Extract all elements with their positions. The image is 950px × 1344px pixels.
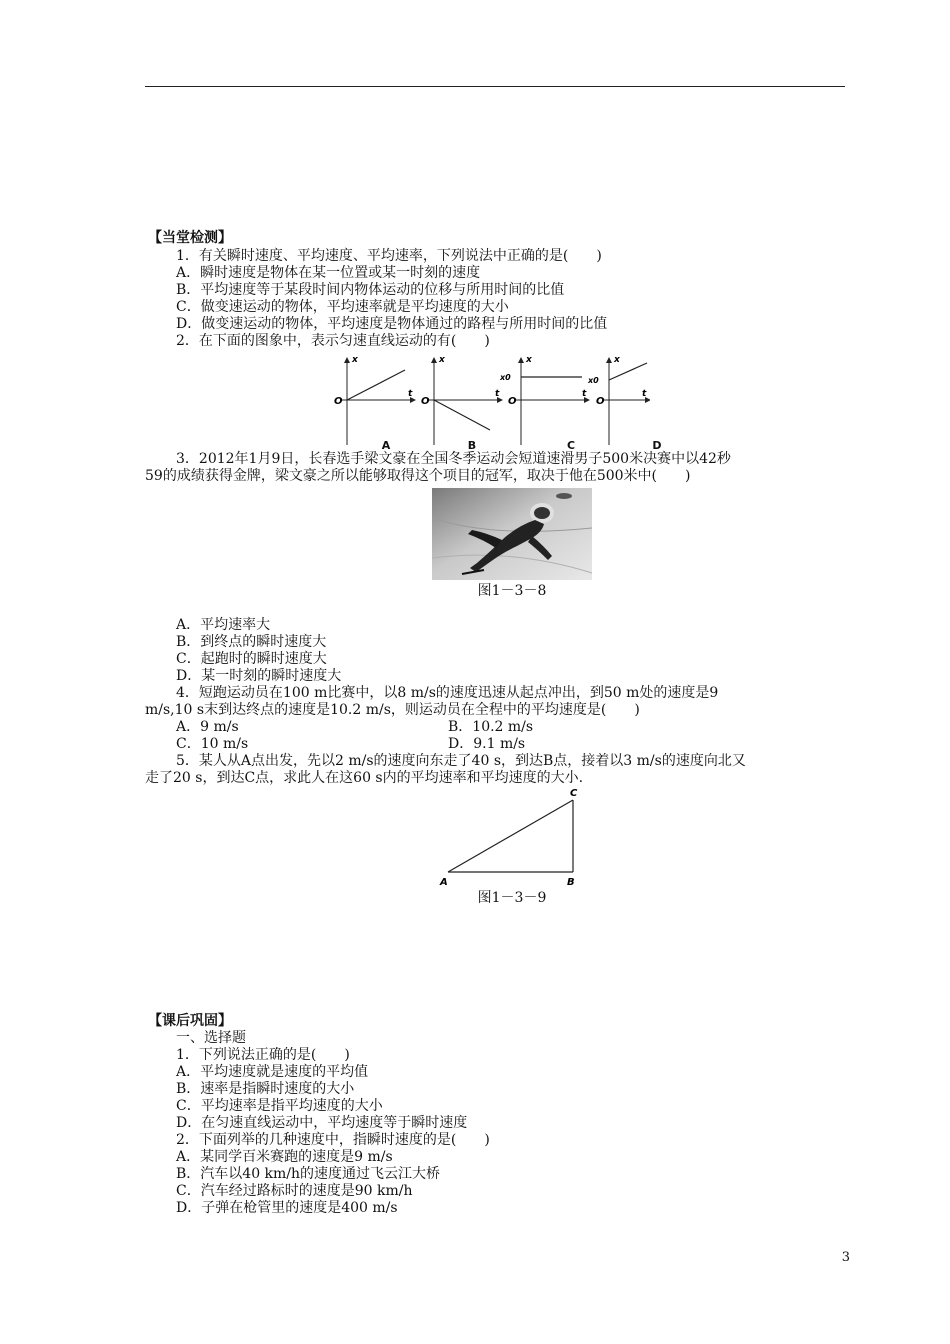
part-choice-questions: 一、选择题 [176,1030,246,1046]
s2-q2-option-a: A．某同学百米赛跑的速度是9 m/s [176,1149,393,1165]
graph-d [587,355,650,445]
graph-d-y-label: x [614,355,620,365]
graph-a [334,355,415,445]
q4-option-c: C．10 m/s [176,736,249,752]
graph-b-origin: O [421,396,430,407]
graph-c-label: C [566,439,576,452]
graph-b-y-label: x [439,355,445,365]
q3-option-a: A．平均速率大 [176,617,271,633]
graph-d-x-label: t [642,389,647,399]
section-title-after-class: 【课后巩固】 [148,1013,232,1029]
triangle-diagram [436,784,586,889]
graph-a-y-label: x [352,355,358,365]
header-rule [145,86,845,87]
q4-option-d: D．9.1 m/s [448,736,526,752]
q3-option-b: B．到终点的瞬时速度大 [176,634,327,650]
q3-line1: 3．2012年1月9日，长春选手梁文豪在全国冬季运动会短道速滑男子500米决赛中以42秒 [176,451,731,467]
s2-q1-option-d: D．在匀速直线运动中，平均速度等于瞬时速度 [176,1115,468,1131]
graph-a-label: A [381,439,391,452]
q4-option-b: B．10.2 m/s [448,719,534,735]
graph-b-label: B [467,439,477,452]
q4-line1: 4．短跑运动员在100 m比赛中，以8 m/s的速度迅速从起点冲出，到50 m处的速度是9 [176,685,719,701]
figure-1-3-8-caption: 图1－3－8 [477,583,547,599]
q1-option-d: D．做变速运动的物体，平均速度是物体通过的路程与所用时间的比值 [176,316,608,332]
graph-b [421,355,502,445]
s2-q2-option-b: B．汽车以40 km/h的速度通过飞云江大桥 [176,1166,441,1182]
graph-c-x-label: t [582,389,587,399]
q4-option-a: A．9 m/s [176,719,239,735]
graph-d-origin: O [596,396,605,407]
q5-line1: 5．某人从A点出发，先以2 m/s的速度向东走了40 s，到达B点，接着以3 m/s的速度向北又 [176,753,746,769]
point-c-label: C [570,788,578,799]
graph-c-y-label: x [526,355,532,365]
figure-1-3-9-caption: 图1－3－9 [477,890,547,906]
s2-q2-option-c: C．汽车经过路标时的速度是90 km/h [176,1183,413,1199]
graph-a-origin: O [334,396,343,407]
graph-d-label: D [652,439,662,452]
motion-graphs [330,350,650,455]
graph-a-x-label: t [408,389,413,399]
q3-line2: 59的成绩获得金牌，梁文豪之所以能够取得这个项目的冠军，取决于他在500米中( ) [145,468,691,484]
s2-q2-option-d: D．子弹在枪管里的速度是400 m/s [176,1200,398,1216]
speed-skater-photo [432,488,592,580]
q4-line2: m/s,10 s末到达终点的速度是10.2 m/s，则运动员在全程中的平均速度是( ) [145,702,640,718]
graph-c-x0-label: x0 [500,373,511,382]
page-number: 3 [841,1250,850,1265]
s2-q1-option-a: A．平均速度就是速度的平均值 [176,1064,369,1080]
segment-ac [448,800,573,872]
q3-option-d: D．某一时刻的瞬时速度大 [176,668,342,684]
s2-q1-stem: 1．下列说法正确的是( ) [176,1047,350,1063]
s2-q1-option-b: B．速率是指瞬时速度的大小 [176,1081,355,1097]
q3-option-c: C．起跑时的瞬时速度大 [176,651,327,667]
q1-option-a: A．瞬时速度是物体在某一位置或某一时刻的速度 [176,265,481,281]
graph-c [499,355,589,445]
point-b-label: B [567,877,575,888]
q1-option-b: B．平均速度等于某段时间内物体运动的位移与所用时间的比值 [176,282,565,298]
q5-line2: 走了20 s，到达C点，求此人在这60 s内的平均速率和平均速度的大小. [145,770,584,786]
graph-d-x0-label: x0 [588,376,599,385]
point-a-label: A [440,877,448,888]
graph-c-origin: O [508,396,517,407]
s2-q1-option-c: C．平均速率是指平均速度的大小 [176,1098,383,1114]
s2-q2-stem: 2．下面列举的几种速度中，指瞬时速度的是( ) [176,1132,490,1148]
q1-option-c: C．做变速运动的物体，平均速率就是平均速度的大小 [176,299,509,315]
q2-stem: 2．在下面的图象中，表示匀速直线运动的有( ) [176,333,490,349]
graph-b-x-label: t [495,389,500,399]
q1-stem: 1．有关瞬时速度、平均速度、平均速率，下列说法中正确的是( ) [176,248,602,264]
section-title-in-class-test: 【当堂检测】 [148,230,232,246]
